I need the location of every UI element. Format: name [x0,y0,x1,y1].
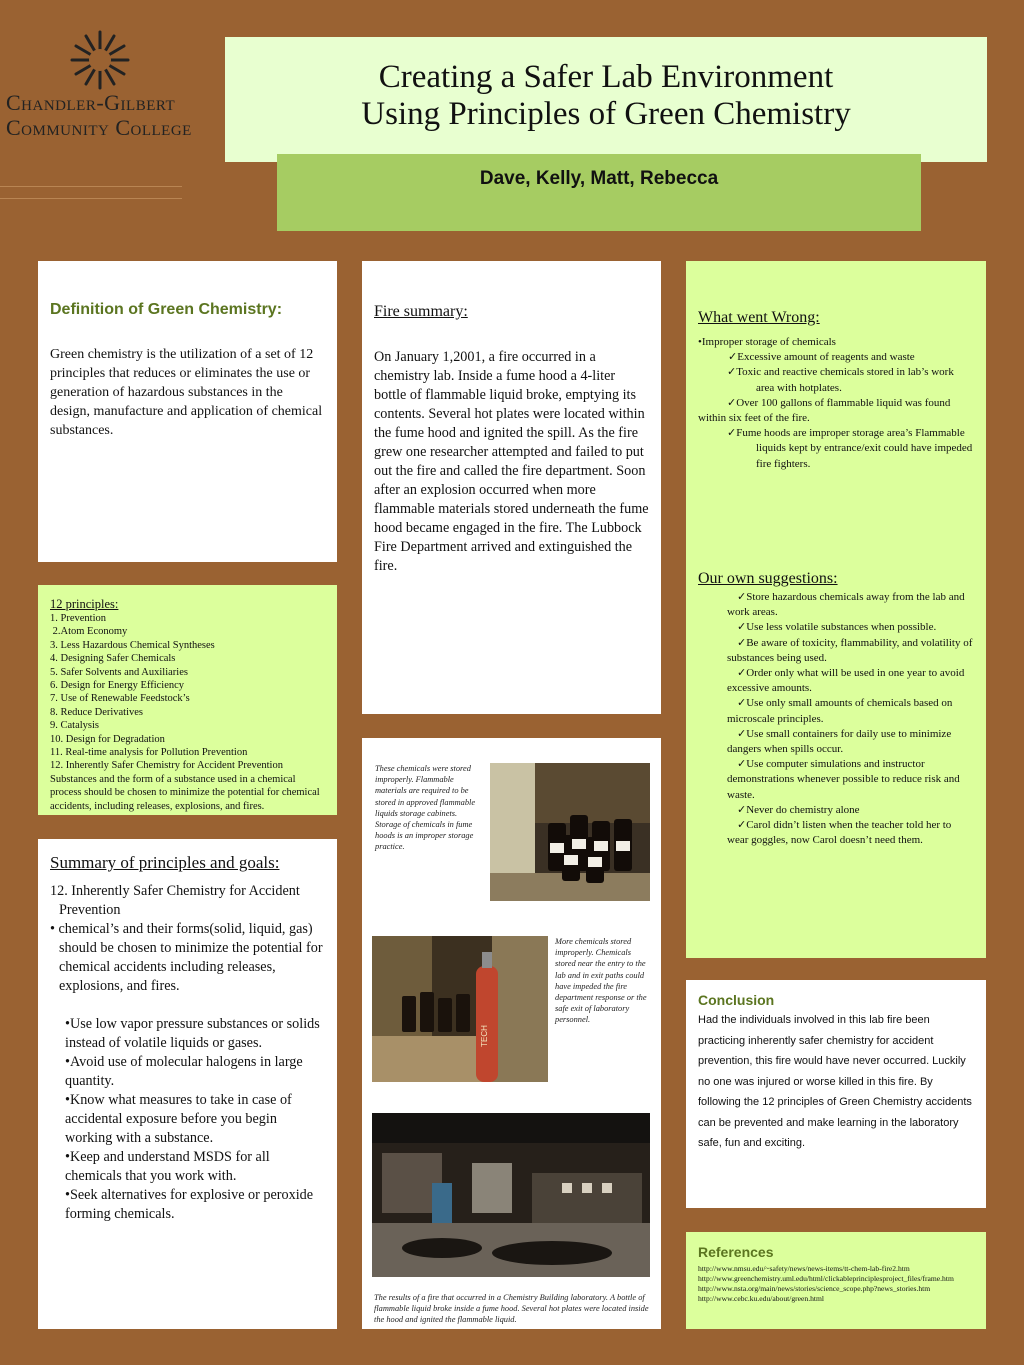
principle-item: 11. Real-time analysis for Pollution Prevention [50,747,248,759]
burned-lab-photo [372,1113,650,1277]
title-line-2: Using Principles of Green Chemistry [361,95,851,132]
suggestion-item: ✓Use small containers for daily use to minimize dangers when spills occur. [727,727,952,756]
photo-caption-2: More chemicals stored improperly. Chemicals stored near the entry to the lab and in exit paths could have impeded the fire department response or the safe exit of laboratory personnel. [555,937,647,1025]
wrong-and-suggestions-panel [686,261,986,958]
reference-link[interactable]: http://www.nmsu.edu/~safety/news/news-items/tt-chem-lab-fire2.htm [698,1264,910,1273]
title-banner [225,37,987,162]
college-logo-icon [68,28,132,92]
wrong-list [698,350,974,472]
fire-text: On January 1,2001, a fire occurred in a chemistry lab. Inside a fume hood a 4-liter bottle of flammable liquid broke, emptying its contents. Several hot plates were located within the fume hood and ignited the spill. As the fire grew one researcher attempted and failed to put out the fire and called the fire department. Soon after an explosion occurred when more flammable materials stored underneath the fume hood became engaged in the fire. The Lubbock Fire Department arrived and extinguished the fire. [374,349,649,574]
reference-link[interactable]: http://www.greenchemistry.uml.edu/html/clickableprinciplesproject_files/frame.htm [698,1274,954,1283]
suggestion-item: ✓Use only small amounts of chemicals based on microscale principles. [727,697,953,725]
authors: Dave, Kelly, Matt, Rebecca [479,168,719,189]
fire-heading: Fire summary: [374,303,468,320]
divider-left-2 [0,198,182,199]
principles-heading: 12 principles: [50,597,119,611]
goal-item: •Keep and understand MSDS for all chemicals that you work with. [65,1149,270,1184]
reference-link[interactable]: http://www.nsta.org/main/news/stories/science_scope.php?news_stories.htm [698,1284,931,1293]
definition-text: Green chemistry is the utilization of a set of 12 principles that reduces or eliminates the use or generation of hazardous substances in the design, manufacture and application of chemical substances. [50,347,323,438]
page-title [225,59,987,133]
suggestion-item: ✓Order only what will be used in one year to avoid excessive amounts. [727,667,965,695]
principles-panel [38,585,337,815]
principle-item: 9. Catalysis [50,720,99,732]
references-heading: References [698,1244,774,1260]
wrong-heading: What went Wrong: [698,309,820,326]
logo-line-2: Community College [6,115,192,141]
college-logo-text [6,90,221,141]
principle-item: 12. Inherently Safer Chemistry for Accident Prevention Substances and the form of a substance used in a chemical process should be chosen to minimize the potential for chemical accidents, including releases, explosions, and fires. [50,760,320,812]
wrong-item: ✓Over 100 gallons of flammable liquid was found within six feet of the fire. [698,396,951,425]
principle-item: 5. Safer Solvents and Auxiliaries [50,666,188,678]
definition-heading: Definition of Green Chemistry: [50,301,283,318]
goal-item: •Use low vapor pressure substances or solids instead of volatile liquids or gases. [65,1016,320,1051]
authors-banner [277,154,921,231]
wrong-lead: •Improper storage of chemicals [698,336,836,348]
summary-intro-2: • chemical’s and their forms(solid, liquid, gas) should be chosen to minimize the potential for chemical accidents including releases, explosions, and fires. [50,921,323,994]
definition-panel [38,261,337,562]
summary-goals [50,1015,325,1224]
wrong-item: ✓Excessive amount of reagents and waste [728,351,915,364]
chemical-bottles-photo [490,763,650,901]
goal-item: •Seek alternatives for explosive or peroxide forming chemicals. [65,1187,314,1222]
wrong-item: ✓Toxic and reactive chemicals stored in lab’s work area with hotplates. [727,366,954,394]
photo-caption-3: The results of a fire that occurred in a Chemistry Building laboratory. A bottle of flammable liquid broke inside a fume hood. Several hot plates were located inside the hood and ignited the flammable liquid. [374,1293,649,1325]
suggestions-list [727,590,975,848]
logo-line-1: Chandler-Gilbert [6,90,176,115]
references-panel [686,1232,986,1329]
suggestion-item: ✓Store hazardous chemicals away from the lab and work areas. [727,591,965,619]
principles-list [50,612,325,813]
suggestion-item: ✓Use less volatile substances when possible. [737,621,937,634]
principle-item: 1. Prevention [50,613,106,624]
summary-heading: Summary of principles and goals: [50,853,280,872]
references-list [698,1264,974,1304]
gas-cylinder-photo [372,936,548,1082]
wrong-item: ✓Fume hoods are improper storage area’s Flammable liquids kept by entrance/exit could have impeded fire fighters. [727,427,973,470]
goal-item: •Avoid use of molecular halogens in large quantity. [65,1054,303,1089]
principle-item: 7. Use of Renewable Feedstock’s [50,693,190,705]
principle-item: 10. Design for Degradation [50,733,165,745]
fire-summary-panel [362,261,661,714]
principle-item: 3. Less Hazardous Chemical Syntheses [50,639,215,651]
conclusion-panel [686,980,986,1208]
photos-panel [362,738,661,1329]
suggestion-item: ✓Carol didn’t listen when the teacher told her to wear goggles, now Carol doesn’t need them. [727,819,952,847]
summary-intro-1: 12. Inherently Safer Chemistry for Accident Prevention [50,883,300,918]
suggestion-item: ✓Be aware of toxicity, flammability, and volatility of substances being used. [727,636,973,664]
suggestions-heading: Our own suggestions: [698,570,838,587]
principle-item: 4. Designing Safer Chemicals [50,653,176,665]
suggestion-item: ✓Never do chemistry alone [737,803,860,816]
conclusion-heading: Conclusion [698,992,775,1008]
cylinder-label: TECH [480,1025,489,1047]
title-line-1: Creating a Safer Lab Environment [378,59,834,95]
photo-caption-1: These chemicals were stored improperly. Flammable materials are required to be stored in approved flammable liquids storage cabinets. Storage of chemicals in fume hoods is an improper storage practice. [375,764,476,852]
suggestion-item: ✓Use computer simulations and instructor demonstrations whenever possible to reduce risk and waste. [727,758,960,801]
divider-left [0,186,182,187]
goal-item: •Know what measures to take in case of accidental exposure before you begin working with a substance. [65,1092,292,1146]
conclusion-text: Had the individuals involved in this lab fire been practicing inherently safer chemistry for accident prevention, this fire would have never occurred. Luckily no one was injured or worse killed in this fire. By following the 12 principles of Green Chemistry accidents can be prevented and make learning in the laboratory safe, fun and exciting. [698,1014,972,1149]
reference-link[interactable]: http://www.cebc.ku.edu/about/green.html [698,1294,825,1303]
summary-panel [38,839,337,1329]
principle-item: 2.Atom Economy [50,626,128,638]
principle-item: 8. Reduce Derivatives [50,706,144,718]
principle-item: 6. Design for Energy Efficiency [50,680,185,692]
